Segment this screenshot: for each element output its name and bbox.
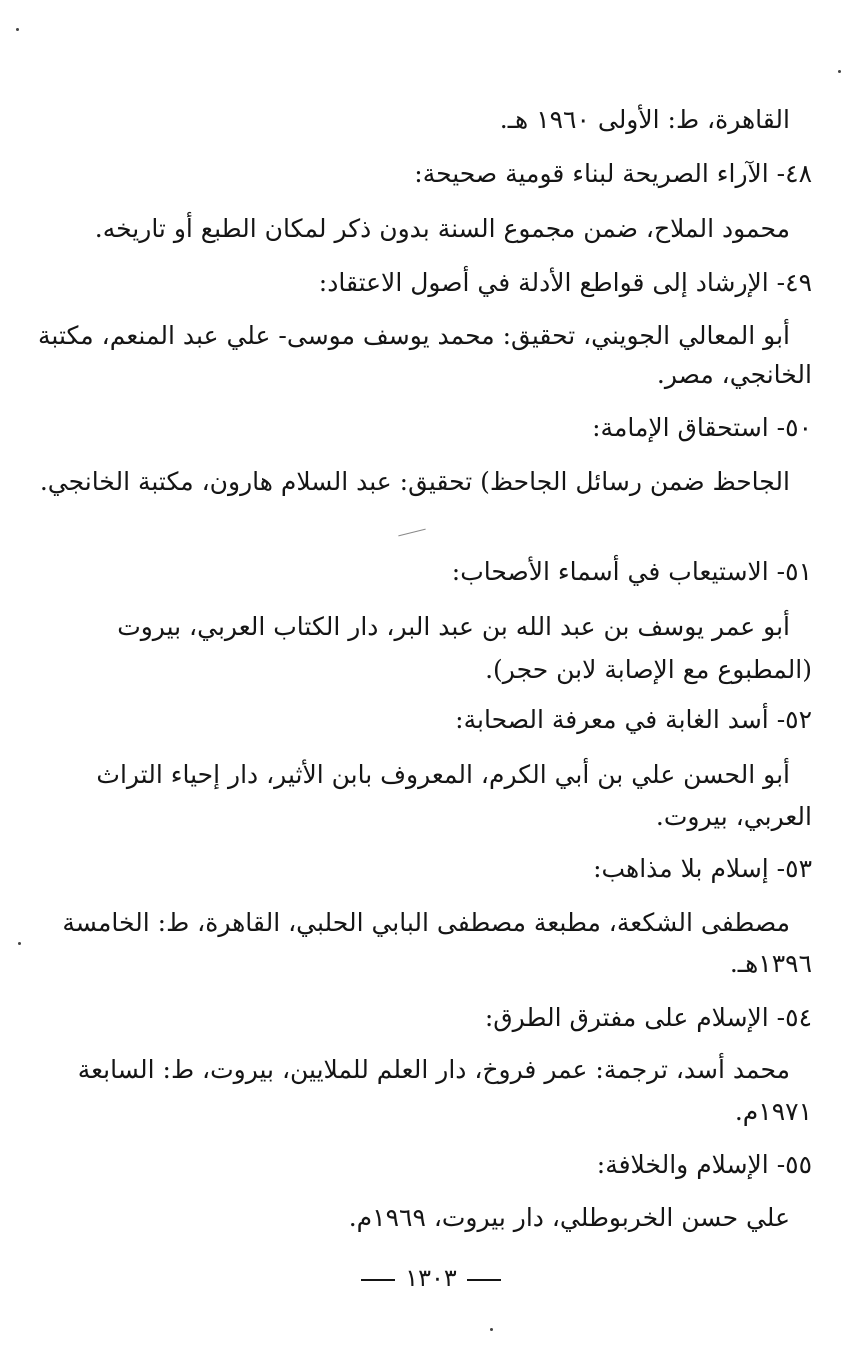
entry-51-title: ٥١- الاستيعاب في أسماء الأصحاب: [451, 557, 812, 586]
entry-51-details-line-1: أبو عمر يوسف بن عبد الله بن عبد البر، دار الكتاب العربي، بيروت [117, 612, 790, 641]
entry-53-details-line-2: ١٣٩٦هـ. [729, 949, 812, 978]
scan-speck [16, 28, 19, 31]
entry-52-details-line-2: العربي، بيروت. [655, 802, 812, 831]
entry-55-details: علي حسن الخربوطلي، دار بيروت، ١٩٦٩م. [348, 1203, 790, 1232]
scan-speck [490, 1328, 493, 1331]
scan-scratch [398, 529, 425, 537]
scan-speck [18, 942, 21, 945]
entry-50-details: الجاحظ ضمن رسائل الجاحظ) تحقيق: عبد السلام هارون، مكتبة الخانجي. [39, 467, 790, 496]
entry-47-continuation: القاهرة، ط: الأولى ١٩٦٠ هـ. [499, 105, 790, 134]
entry-54-details-line-1: محمد أسد، ترجمة: عمر فروخ، دار العلم للملايين، بيروت، ط: السابعة [77, 1055, 790, 1084]
entry-48-details: محمود الملاح، ضمن مجموع السنة بدون ذكر لمكان الطبع أو تاريخه. [94, 214, 790, 243]
footer-dash-right [361, 1279, 395, 1281]
entry-55-title: ٥٥- الإسلام والخلافة: [596, 1150, 812, 1179]
scan-speck [838, 70, 841, 73]
entry-50-title: ٥٠- استحقاق الإمامة: [592, 413, 812, 442]
entry-49-details-line-1: أبو المعالي الجويني، تحقيق: محمد يوسف موسى- علي عبد المنعم، مكتبة [38, 321, 790, 350]
entry-48-title: ٤٨- الآراء الصريحة لبناء قومية صحيحة: [414, 159, 812, 188]
page-number: ١٣٠٣ [405, 1264, 457, 1292]
page-footer [0, 1260, 862, 1296]
entry-54-title: ٥٤- الإسلام على مفترق الطرق: [484, 1003, 812, 1032]
entry-53-details-line-1: مصطفى الشكعة، مطبعة مصطفى البابي الحلبي، القاهرة، ط: الخامسة [62, 908, 790, 937]
entry-49-details-line-2: الخانجي، مصر. [656, 360, 812, 389]
entry-52-details-line-1: أبو الحسن علي بن أبي الكرم، المعروف بابن الأثير، دار إحياء التراث [96, 760, 790, 789]
entry-51-details-line-2: (المطبوع مع الإصابة لابن حجر). [485, 655, 812, 684]
entry-52-title: ٥٢- أسد الغابة في معرفة الصحابة: [455, 705, 812, 734]
entry-54-details-line-2: ١٩٧١م. [734, 1097, 812, 1126]
entry-53-title: ٥٣- إسلام بلا مذاهب: [593, 854, 812, 883]
entry-49-title: ٤٩- الإرشاد إلى قواطع الأدلة في أصول الاعتقاد: [318, 268, 812, 297]
footer-dash-left [467, 1279, 501, 1281]
